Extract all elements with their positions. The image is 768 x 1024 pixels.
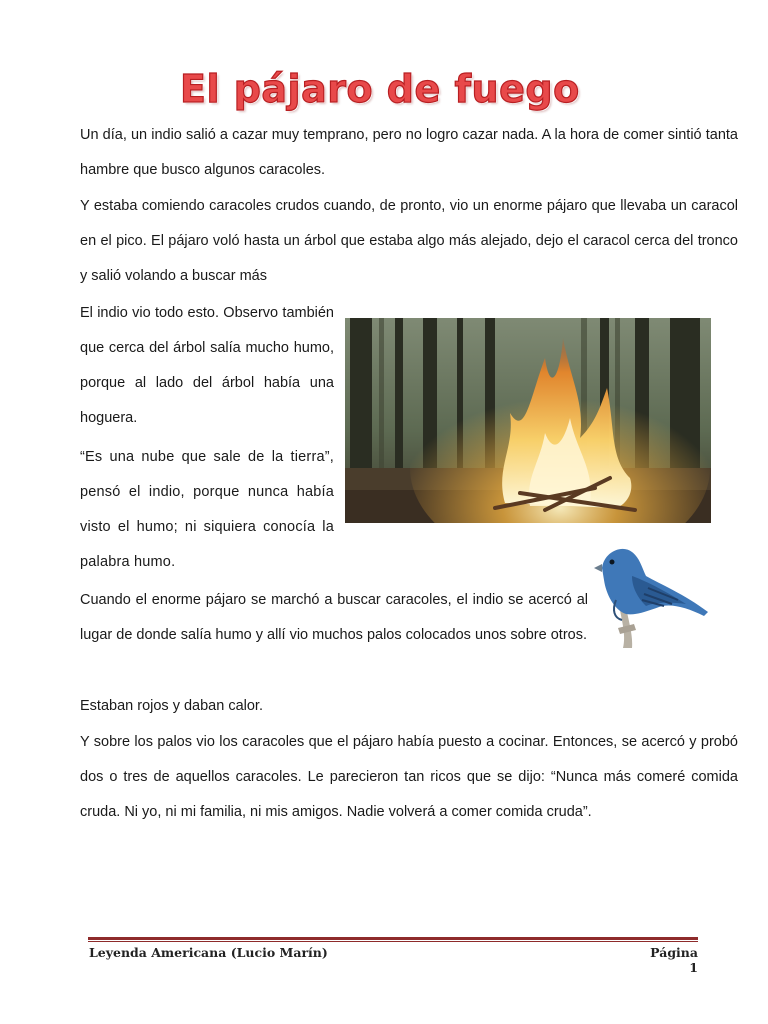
paragraph-3: El indio vio todo esto. Observo también que cerca del árbol salía mucho humo, porque al lado del árbol había una hoguera. [80,305,334,426]
paragraph-1: Un día, un indio salió a cazar muy temprano, pero no logro cazar nada. A la hora de comer sintió tanta hambre que busco algunos caracoles. [80,127,738,178]
footer-rule [88,937,698,940]
paragraph-5: Cuando el enorme pájaro se marchó a buscar caracoles, el indio se acercó al lugar de donde salía humo y allí vio muchos palos colocados unos sobre otros. [80,592,588,643]
page-number: Página 1 [650,945,698,975]
footer-rule-thin [88,941,698,942]
forest-fire-image [345,318,711,523]
footer-source: Leyenda Americana (Lucio Marín) [89,945,328,960]
paragraph-6: Estaban rojos y daban calor. [80,698,263,714]
paragraph-7: Y sobre los palos vio los caracoles que el pájaro había puesto a cocinar. Entonces, se acercó y probó dos o tres de aquellos caracoles. Le parecieron tan ricos que se dijo: “Nunca más comeré comida cruda. Ni yo, ni mi familia, ni mis amigos. Nadie volverá a comer comida cruda”. [80,734,738,820]
paragraph-4: “Es una nube que sale de la tierra”, pensó el indio, porque nunca había visto el humo; ni siquiera conocía la palabra humo. [80,449,334,570]
paragraph-2: Y estaba comiendo caracoles crudos cuando, de pronto, vio un enorme pájaro que llevaba un caracol en el pico. El pájaro voló hasta un árbol que estaba algo más alejado, dejo el caracol cerca del tronco y salió volando a buscar más [80,198,738,284]
blue-bird-image [592,540,710,648]
page-title: El pájaro de fuego [180,67,580,111]
